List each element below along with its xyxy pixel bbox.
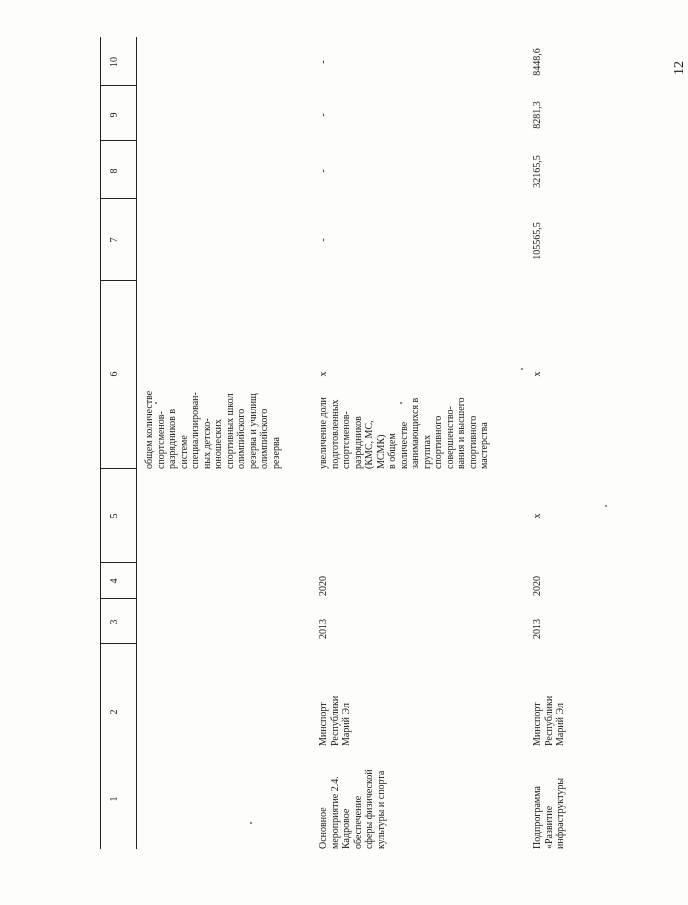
col-separator [100,562,137,563]
row2-col10-value: 8448,6 [532,48,543,76]
column-number-9: 9 [109,112,120,118]
row1-col6-value: х [318,371,329,377]
row2-col4-end-year: 2020 [532,576,543,596]
row1-col1-event-name: Основное мероприятие 2.4. Кадровое обеспечение сферы физической культуры и спорта [318,769,387,849]
col-separator [100,643,137,644]
row2-col3-start-year: 2013 [532,619,543,639]
scan-speck [400,402,402,404]
column-number-7: 7 [109,237,120,243]
col-separator [100,468,137,469]
header-bottom-rule [136,37,137,849]
row1-col2-executor: Минспорт Республики Марий Эл [318,695,352,746]
column-number-3: 3 [109,619,120,625]
column-number-8: 8 [109,168,120,174]
scan-speck [521,368,523,370]
column-number-4: 4 [109,578,120,584]
row1-col5-indicator-text: увеличение доли подготовленных спортсменов- разрядников (КМС, МС, МСМК) в общем количестве занимающихся в группах спортивного совершенство- вания и высшего спортивного мастерства [318,397,490,469]
col-separator [100,280,137,281]
column-number-10: 10 [109,57,120,67]
page-number: 12 [672,61,687,75]
col-separator [100,140,137,141]
column-number-2: 2 [109,709,120,715]
col-separator [100,85,137,86]
rotated-table [100,37,566,849]
row2-col5-value: х [532,513,543,519]
header-top-rule [100,37,101,849]
row1-col10-value: - [318,60,329,64]
col-separator [100,598,137,599]
row2-col9-value: 8281,3 [532,101,543,129]
row0-col5-indicator-text: общем количестве спортсменов- разрядников в системе специализирован- ных детско- юношеских спортивных школ олимпийского резерва и училищ олимпийского резерва [144,390,282,469]
column-number-1: 1 [109,796,120,802]
scan-speck [250,822,252,824]
row1-col4-end-year: 2020 [318,576,329,596]
column-number-6: 6 [109,371,120,377]
row1-col7-value: - [318,238,329,242]
row1-col9-value: - [318,113,329,117]
row2-col7-value: 105565,5 [532,222,543,260]
col-separator [100,198,137,199]
row1-col3-start-year: 2013 [318,619,329,639]
row1-col8-value: - [318,169,329,173]
scan-speck [155,402,157,404]
column-number-5: 5 [109,513,120,519]
row2-col6-value: х [532,371,543,377]
row2-col2-executor: Минспорт Республики Марий Эл [532,695,566,746]
scan-speck [605,505,607,507]
row2-col1-subprogram-name: Подпрограмма «Развитие инфраструктуры [532,777,566,849]
row2-col8-value: 32165,5 [532,155,543,188]
